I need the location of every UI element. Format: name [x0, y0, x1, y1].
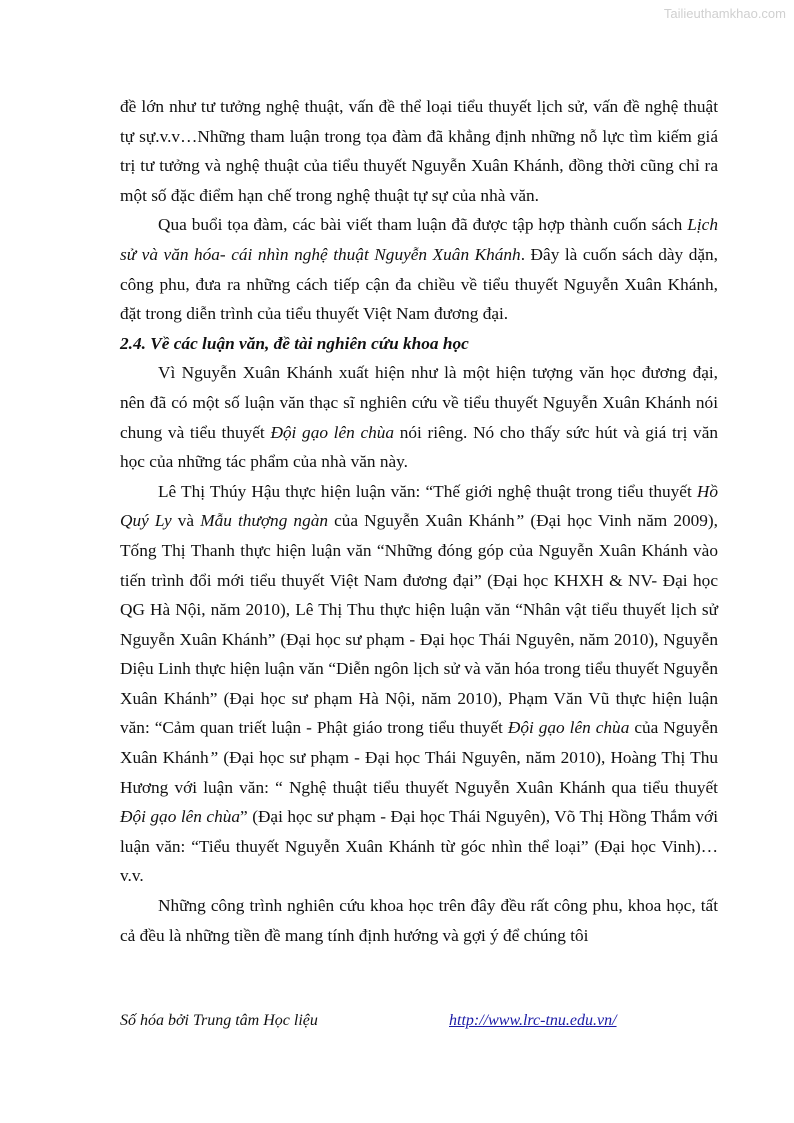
watermark: Tailieuthamkhao.com: [663, 6, 786, 21]
paragraph-4: [120, 477, 718, 891]
paragraph-5: Những công trình nghiên cứu khoa học trên đây đều rất công phu, khoa học, tất cả đều là những tiền đề mang tính định hướng và gợi ý để chúng tôi: [120, 896, 718, 945]
text-run: ” (Đại học sư phạm - Đại học Thái Nguyên), Võ Thị Hồng Thắm với luận văn: “Tiểu thuyết Nguyễn Xuân Khánh từ góc nhìn thể loại” (Đại học Vinh)…v.v.: [120, 807, 718, 886]
text-run: Qua buổi tọa đàm, các bài viết tham luận đã được tập hợp thành cuốn sách: [158, 215, 688, 235]
paragraph-3: [120, 358, 718, 476]
text-run: của Nguyễn Xuân Khánh: [120, 718, 718, 768]
paragraph-1: đề lớn như tư tưởng nghệ thuật, vấn đề thể loại tiểu thuyết lịch sử, vấn đề nghệ thuật tự sự.v.v…Những tham luận trong tọa đàm đã khẳng định những nỗ lực tìm kiếm giá trị tư tưởng và nghệ thuật của tiểu thuyết Nguyễn Xuân Khánh, đồng thời cũng chỉ ra một số đặc điểm hạn chế trong nghệ thuật tự sự của nhà văn.: [120, 97, 718, 205]
page-body: [120, 92, 718, 950]
text-run: Vì Nguyễn Xuân Khánh xuất hiện như là một hiện tượng văn học đương đại, nên đã có một số luận văn thạc sĩ nghiên cứu về tiểu thuyết Nguyễn Xuân Khánh nói chung và tiểu thuyết: [120, 363, 718, 442]
page-footer: [120, 1012, 718, 1036]
section-heading: 2.4. Về các luận văn, đề tài nghiên cứu khoa học: [120, 333, 469, 353]
footer-credit: Số hóa bởi Trung tâm Học liệu: [120, 1012, 318, 1029]
italic-quote: ”: [514, 511, 525, 531]
footer-link[interactable]: http://www.lrc-tnu.edu.vn/: [449, 1012, 617, 1029]
paragraph-2: [120, 210, 718, 328]
text-run: của Nguyễn Xuân Khánh: [328, 511, 515, 531]
book-title: Đội gạo lên chùa: [120, 807, 241, 827]
text-run: Lê Thị Thúy Hậu thực hiện luận văn: “Thế giới nghệ thuật trong tiểu thuyết: [158, 481, 697, 501]
text-run: (Đại học sư phạm - Đại học Thái Nguyên, năm 2010), Hoàng Thị Thu Hương với luận văn: “ Nghệ thuật tiểu thuyết Nguyễn Xuân Khánh qua tiểu thuyết: [120, 748, 718, 797]
text-run: và: [171, 511, 201, 531]
italic-quote: ”: [208, 748, 219, 768]
text-run: . Đây là cuốn sách dày dặn, công phu, đưa ra những cách tiếp cận đa chiều về tiểu thuyết Nguyễn Xuân Khánh, đặt trong diễn trình của tiểu thuyết Việt Nam đương đại.: [120, 244, 718, 324]
book-title: Đội gạo lên chùa: [270, 422, 395, 442]
book-title: Đội gạo lên chùa: [507, 718, 630, 738]
book-title: Mẫu thượng ngàn: [200, 511, 328, 531]
text-run: nói riêng. Nó cho thấy sức hút và giá trị văn học của những tác phẩm của nhà văn này.: [120, 422, 719, 472]
text-run: (Đại học Vinh năm 2009), Tống Thị Thanh thực hiện luận văn “Những đóng góp của Nguyễn Xuân Khánh vào tiến trình đổi mới tiểu thuyết Việt Nam đương đại” (Đại học KHXH & NV- Đại học QG Hà Nội, năm 2010), Lê Thị Thu thực hiện luận văn “Nhân vật tiểu thuyết lịch sử Nguyễn Xuân Khánh” (Đại học sư phạm - Đại học Thái Nguyên, năm 2010), Nguyễn Diệu Linh thực hiện luận văn “Diễn ngôn lịch sử và văn hóa trong tiểu thuyết Nguyễn Xuân Khánh” (Đại học sư phạm Hà Nội, năm 2010), Phạm Văn Vũ thực hiện luận văn: “Cảm quan triết luận - Phật giáo trong tiểu thuyết: [120, 511, 718, 738]
book-title: Lịch sử và văn hóa- cái nhìn nghệ thuật Nguyễn Xuân Khánh: [120, 215, 718, 264]
book-title: Hồ Quý Ly: [120, 481, 718, 531]
